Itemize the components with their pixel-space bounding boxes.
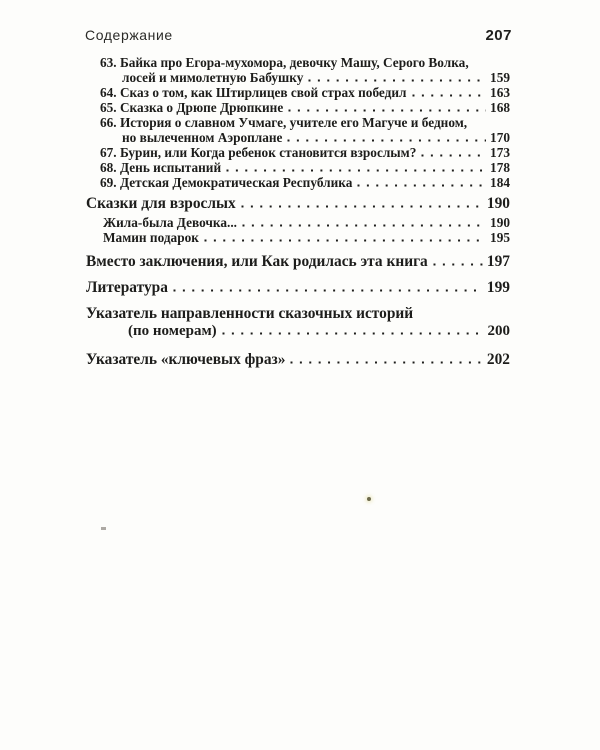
dot-leader: [433, 263, 483, 266]
toc-section: [86, 350, 510, 369]
toc-subentry: [86, 215, 510, 230]
toc-entry-text: но вылеченном Аэроплане: [122, 130, 283, 145]
dot-leader: [288, 109, 486, 112]
toc-section: [86, 304, 510, 323]
toc-entry-page: 168: [490, 100, 510, 115]
ink-speck: [367, 497, 371, 501]
dot-leader: [290, 361, 483, 364]
toc-entry: [86, 115, 510, 130]
toc-entry-continuation: [86, 70, 510, 85]
toc-entry-page: 163: [490, 85, 510, 100]
toc-entry-text: 65. Сказка о Дрюпе Дрюпкине: [100, 100, 284, 115]
toc-entry-text: лосей и мимолетную Бабушку: [122, 70, 304, 85]
toc-section: [86, 194, 510, 213]
toc-section-text: Указатель «ключевых фраз»: [86, 351, 286, 368]
toc-subentry-text: Жила-была Девочка...: [103, 215, 237, 230]
toc-section-text: (по номерам): [128, 323, 217, 339]
dot-leader: [241, 205, 483, 208]
toc-entry: [86, 175, 510, 190]
toc-section-text: Вместо заключения, или Как родилась эта книга: [86, 253, 428, 270]
toc-entry-page: 184: [490, 175, 510, 190]
toc-entry-page: 173: [490, 145, 510, 160]
dot-leader: [287, 139, 486, 142]
toc-section-text: Сказки для взрослых: [86, 195, 236, 212]
toc-section-continuation: [86, 323, 510, 340]
chapter-header-title: Содержание: [85, 27, 173, 43]
ink-speck: [101, 527, 106, 530]
dot-leader: [173, 289, 483, 292]
dot-leader: [357, 184, 486, 187]
dot-leader: [226, 169, 486, 172]
toc-subentry-page: 195: [490, 230, 510, 245]
dot-leader: [421, 154, 486, 157]
toc-entry: [86, 85, 510, 100]
toc-entry: [86, 55, 510, 70]
dot-leader: [242, 224, 486, 227]
toc-entry-text: 67. Бурин, или Когда ребенок становится взрослым?: [100, 145, 417, 160]
toc-section-page: 190: [486, 195, 510, 212]
toc-entry-text: 66. История о славном Учмаге, учителе его Магуче и бедном,: [100, 115, 468, 130]
toc-entry: [86, 145, 510, 160]
running-header: [85, 27, 512, 44]
toc-section-page: 200: [487, 323, 510, 339]
dot-leader: [308, 79, 486, 82]
toc-section-page: 197: [486, 253, 510, 270]
toc-entry-text: 63. Байка про Егора-мухомора, девочку Машу, Серого Волка,: [100, 55, 469, 70]
toc-entry-continuation: [86, 130, 510, 145]
toc-section: [86, 252, 510, 271]
toc-entry-page: 159: [490, 70, 510, 85]
toc-entry-text: 69. Детская Демократическая Республика: [100, 175, 353, 190]
toc-entry: [86, 100, 510, 115]
toc-subentry: [86, 230, 510, 245]
dot-leader: [222, 332, 484, 335]
toc-entry-text: 64. Сказ о том, как Штирлицев свой страх победил: [100, 85, 407, 100]
toc-section-text: Литература: [86, 279, 168, 296]
page-number: 207: [485, 27, 512, 44]
toc-subentry-page: 190: [490, 215, 510, 230]
toc-subentry-text: Мамин подарок: [103, 230, 199, 245]
toc-entry-page: 170: [490, 130, 510, 145]
dot-leader: [412, 94, 487, 97]
toc-section-page: 199: [486, 279, 510, 296]
toc-section-text: Указатель направленности сказочных историй: [86, 305, 414, 322]
toc-entry: [86, 160, 510, 175]
toc-entry-text: 68. День испытаний: [100, 160, 222, 175]
toc-section: [86, 278, 510, 297]
dot-leader: [204, 239, 486, 242]
toc-section-page: 202: [486, 351, 510, 368]
toc-entry-page: 178: [490, 160, 510, 175]
table-of-contents: [86, 55, 510, 369]
